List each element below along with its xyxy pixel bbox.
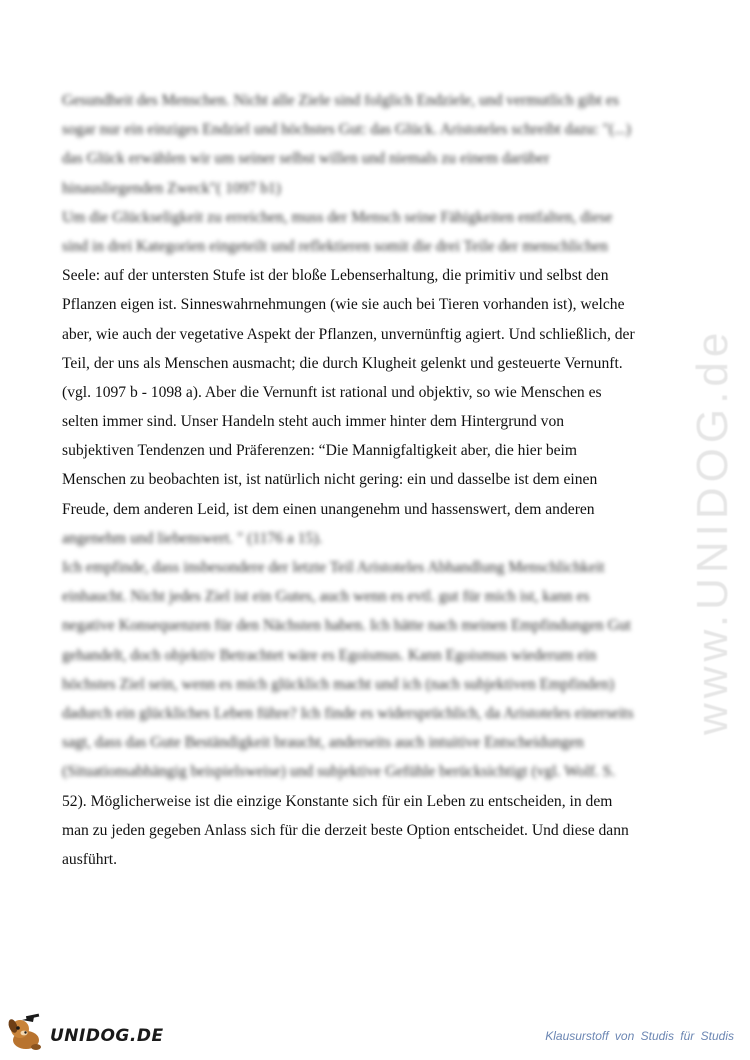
- blurred-text-line: sind in drei Kategorien eingeteilt und reflektieren somit die drei Teile der menschlichen: [62, 237, 608, 255]
- text-line: Menschen zu beobachten ist, ist natürlich nicht gering: ein und dasselbe ist dem einen: [62, 471, 598, 489]
- text-line: Freude, dem anderen Leid, ist dem einen unangenehm und hassenswert, dem anderen: [62, 500, 595, 518]
- blurred-text-line: höchstes Ziel sein, wenn es mich glücklich macht und ich (nach subjektiven Empfinden): [62, 675, 615, 693]
- blurred-text-line: hinausliegenden Zweck"( 1097 b1): [62, 179, 281, 197]
- logo-wordmark: UNIDOG.DE: [50, 1026, 164, 1046]
- blurred-text-line: dadurch ein glückliches Leben führe? Ich finde es widersprüchlich, da Aristoteles einerseits: [62, 704, 634, 722]
- blurred-text-line: negative Konsequenzen für den Nächsten haben. Ich hätte nach meinen Empfindungen Gut: [62, 617, 631, 635]
- text-line: ausführt.: [62, 850, 117, 868]
- dog-mascot-icon: [6, 1012, 46, 1052]
- blurred-text-line: (Situationsabhängig beispielsweise) und subjektive Gefühle berücksichtigt (vgl. Wolf. S.: [62, 763, 616, 781]
- text-line: subjektiven Tendenzen und Präferenzen: “Die Mannigfaltigkeit aber, die hier beim: [62, 442, 577, 460]
- unidog-logo[interactable]: [6, 1012, 164, 1052]
- blurred-text-line: das Glück erwählen wir um seiner selbst willen und niemals zu einem darüber: [62, 150, 550, 168]
- blurred-text-line: Gesundheit des Menschen. Nicht alle Ziele sind folglich Endziele, und vermutlich gibt es: [62, 92, 619, 109]
- text-line: Teil, der uns als Menschen ausmacht; die durch Klugheit gelenkt und gesteuerte Vernunft.: [62, 354, 623, 372]
- blurred-text-line: gehandelt, doch objektiv Betrachtet wäre es Egoismus. Kann Egoismus wiederum ein: [62, 646, 597, 664]
- text-line: (vgl. 1097 b - 1098 a). Aber die Vernunft ist rational und objektiv, so wie Menschen es: [62, 383, 602, 401]
- blurred-text-line: angenehm und liebenswert. " (1176 a 15).: [62, 529, 323, 547]
- text-line: selten immer sind. Unser Handeln steht auch immer hinter dem Hintergrund von: [62, 413, 565, 431]
- site-watermark: www.UNIDOG.de: [688, 327, 737, 735]
- blurred-text-line: sogar nur ein einziges Endziel und höchstes Gut: das Glück. Aristoteles schreibt dazu: "(...): [62, 121, 631, 139]
- text-line: Pflanzen eigen ist. Sinneswahrnehmungen (wie sie auch bei Tieren vorhanden ist), welche: [62, 296, 625, 314]
- blurred-text-line: Ich empfinde, dass insbesondere der letzte Teil Aristoteles Abhandlung Menschlichkeit: [62, 559, 605, 576]
- footer-tagline: Klausurstoff von Studis für Studis: [545, 1029, 734, 1043]
- text-line: aber, wie auch der vegetative Aspekt der Pflanzen, unvernünftig agiert. Und schließlich, der: [62, 325, 635, 343]
- blurred-text-line: sagt, dass das Gute Beständigkeit braucht, anderseits auch intuitive Entscheidungen: [62, 734, 584, 752]
- text-line: man zu jeden gegeben Anlass sich für die derzeit beste Option entscheidet. Und diese dann: [62, 821, 629, 839]
- text-line: Seele: auf der untersten Stufe ist der bloße Lebenserhaltung, die primitiv und selbst den: [62, 267, 609, 285]
- blurred-text-line: Um die Glückseligkeit zu erreichen, muss der Mensch seine Fähigkeiten entfalten, diese: [62, 208, 613, 226]
- text-line: 52). Möglicherweise ist die einzige Konstante sich für ein Leben zu entscheiden, in dem: [62, 792, 613, 810]
- blurred-text-line: einhaucht. Nicht jedes Ziel ist ein Gutes, auch wenn es evtl. gut für mich ist, kann es: [62, 588, 590, 606]
- essay-text-block: [62, 86, 702, 874]
